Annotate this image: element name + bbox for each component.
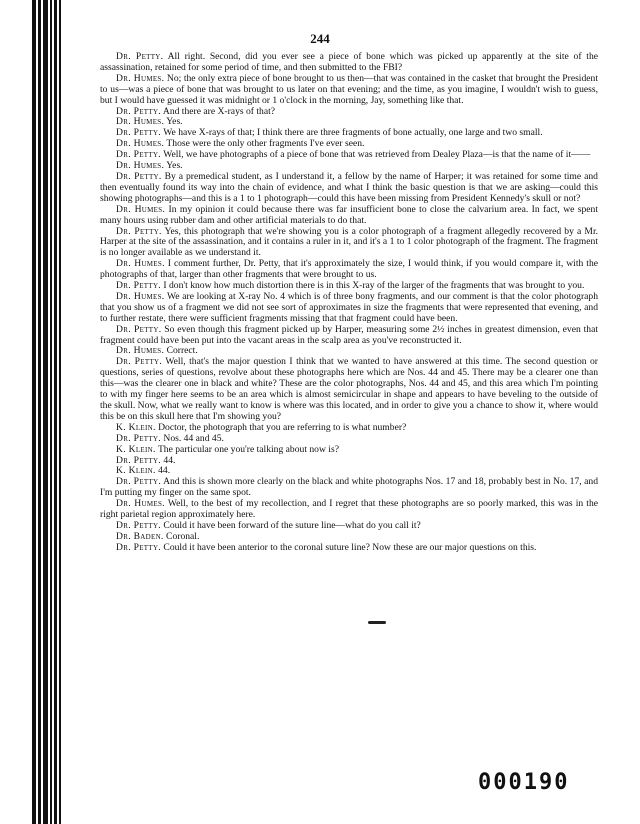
speaker-name: Dr. Humes. <box>116 498 165 510</box>
speech-text: We have X-rays of that; I think there are three fragments of bone actually, one large and two small. <box>163 127 543 139</box>
speech-text: Well, to the best of my recollection, and I regret that these photographs are so poorly marked, this was in the right parietal region approximately here. <box>100 498 599 521</box>
transcript-paragraph <box>100 172 598 205</box>
speaker-name: Dr. Petty. <box>116 454 162 466</box>
pen-mark <box>368 621 386 624</box>
speech-text: Yes, this photograph that we're showing you is a color photograph of a fragment allegedly recovered by a Mr. Harper at the site of the assassination, and it contains a ruler in it, and it's a 1 to 1 color photograph of the fragment. The fragment is no longer available as we understand it. <box>100 225 599 259</box>
speaker-name: Dr. Petty. <box>116 149 162 161</box>
speech-text: So even though this fragment picked up by Harper, measuring some 2½ inches in greatest dimension, even that fragment could have been put into the vacant areas in the scalp area as you've reconstructed it. <box>100 323 598 346</box>
speech-text: Nos. 44 and 45. <box>163 432 224 444</box>
speech-text: 44. <box>158 465 171 477</box>
speech-text: And there are X-rays of that? <box>162 105 276 117</box>
binding-edge <box>0 0 64 824</box>
transcript-paragraph <box>100 499 598 521</box>
speaker-name: Dr. Petty. <box>116 225 162 237</box>
speech-text: I don't know how much distortion there is in this X-ray of the larger of the fragments that was brought to you. <box>163 280 585 292</box>
speech-text: Correct. <box>166 345 198 357</box>
page-number: 244 <box>310 31 330 46</box>
speaker-name: Dr. Petty. <box>116 127 162 139</box>
transcript-paragraph <box>100 74 598 107</box>
speaker-name: Dr. Petty. <box>116 323 162 335</box>
transcript-paragraph <box>100 227 598 260</box>
speaker-name: Dr. Humes. <box>116 258 165 270</box>
speech-text: Could it have been anterior to the coronal suture line? Now these are our major questions on this. <box>163 541 537 553</box>
speech-text: The particular one you're talking about now is? <box>157 443 339 455</box>
transcript-paragraph <box>100 52 598 74</box>
speaker-name: Dr. Petty. <box>116 280 162 292</box>
speaker-name: K. Klein. <box>116 421 156 433</box>
speaker-name: Dr. Humes. <box>116 290 165 302</box>
speech-text: Could it have been forward of the suture line—what do you call it? <box>163 519 421 531</box>
speaker-name: Dr. Humes. <box>116 203 166 215</box>
speech-text: Doctor, the photograph that you are referring to is what number? <box>158 421 407 433</box>
transcript-paragraph <box>100 292 598 325</box>
speaker-name: Dr. Petty. <box>116 541 162 553</box>
speaker-name: Dr. Humes. <box>116 116 165 128</box>
speech-text: Coronal. <box>166 530 200 542</box>
transcript-paragraph <box>100 205 598 227</box>
speaker-name: Dr. Petty. <box>116 170 162 182</box>
speaker-name: Dr. Humes. <box>116 160 165 172</box>
speech-text: 44. <box>163 454 176 466</box>
speech-text: Well, that's the major question I think that we wanted to have answered at this time. The second question or questions, series of questions, revolve about these photographs here which are Nos. 44 and 45. There may be a clearer one than this—was the clearer one in black and white? These are the color photographs, Nos. 44 and 45, and this area which I'm pointing to with my finger here seems to be an area which is almost semicircular in shape and appears to have beveling to the outside of the skull. Now, what we really want to know is where was this located, and in order to give you a chance to show it, where would this be on this skull here that I'm showing you? <box>100 356 598 422</box>
speaker-name: K. Klein. <box>116 443 156 455</box>
speech-text: Well, we have photographs of a piece of bone that was retrieved from Dealey Plaza—is that the name of it—— <box>163 149 591 161</box>
speaker-name: Dr. Petty. <box>116 51 164 62</box>
speech-text: And this is shown more clearly on the black and white photographs Nos. 17 and 18, probably best in No. 17, and I'm putting my finger on the same spot. <box>100 476 598 499</box>
speaker-name: Dr. Humes. <box>116 138 165 150</box>
speaker-name: K. Klein. <box>116 465 156 477</box>
speaker-name: Dr. Humes. <box>116 72 165 84</box>
speech-text: We are looking at X-ray No. 4 which is of three bony fragments, and our comment is that the color photograph that you show us of a fragment we did not see sort of approximates in size the fragments that were represented that evening, and to further restate, there were sufficient fragments missing that that fragment could have been. <box>100 290 599 324</box>
speaker-name: Dr. Petty. <box>116 432 162 444</box>
speaker-name: Dr. Petty. <box>116 476 162 488</box>
speech-text: All right. Second, did you ever see a piece of bone which was picked up apparently at the site of the assassination, retained for some period of time, and then submitted to the FBI? <box>100 51 598 73</box>
speech-text: No; the only extra piece of bone brought to us then—that was contained in the casket that brought the President to us—was a piece of bone that was brought to us later on that evening; and the time, as you imagine, I wouldn't wish to guess, but I would have guessed it was midnight or 1 o'clock in the morning, Jay, something like that. <box>100 72 598 106</box>
speaker-name: Dr. Humes. <box>116 345 165 357</box>
speaker-name: Dr. Petty. <box>116 105 162 117</box>
document-stamp-number: 000190 <box>478 770 570 795</box>
speech-text: I comment further, Dr. Petty, that it's approximately the size, I would think, if you would compare it, with the photographs of that, larger than other fragments that were brought to us. <box>100 258 599 281</box>
transcript-paragraph <box>100 477 598 499</box>
transcript-paragraph <box>100 357 598 422</box>
speech-text: Those were the only other fragments I've ever seen. <box>166 138 365 150</box>
speaker-name: Dr. Petty. <box>116 356 163 368</box>
speech-text: In my opinion it could because there was far insufficient bone to close the calvarium area. In fact, we spent many hours using rubber dam and other artificial materials to do that. <box>100 203 599 226</box>
transcript-body <box>100 52 598 554</box>
transcript-paragraph <box>100 543 598 554</box>
speaker-name: Dr. Baden. <box>116 530 164 542</box>
speech-text: Yes. <box>166 160 183 172</box>
speaker-name: Dr. Petty. <box>116 519 162 531</box>
transcript-paragraph <box>100 456 598 467</box>
speech-text: By a premedical student, as I understand it, a fellow by the name of Harper; it was retained for some time and then eventually found its way into the chain of evidence, and what I think the basic question is that we are asking—could this showing photographs—and this is a 1 to 1 photograph—could this have been missing from President Kennedy's skull or not? <box>100 170 598 204</box>
speech-text: Yes. <box>166 116 183 128</box>
transcript-paragraph <box>100 325 598 347</box>
transcript-paragraph <box>100 259 598 281</box>
